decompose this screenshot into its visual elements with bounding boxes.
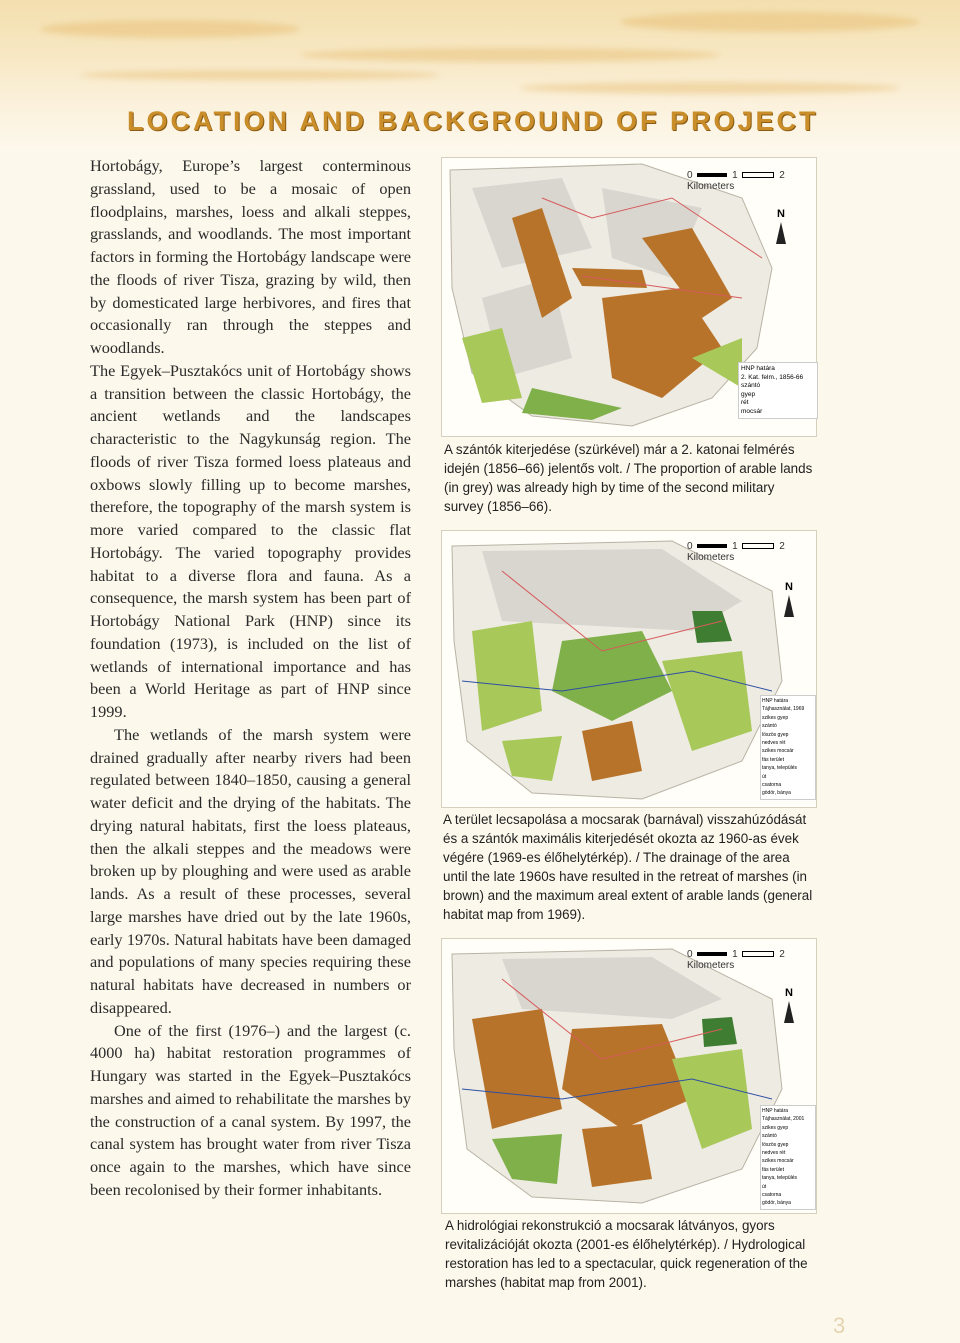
legend-item: Tájhasználat, 2001 (762, 1116, 805, 1123)
map-caption: A terület lecsapolása a mocsarak (barnával) visszahúzódását és a szántók maximális kiterjedését okozta az 1960-as évek végére (1969-es élőhelytérkép). / The drainage of the area until the late 1960s have resulted in the retreat of marshes (in brown) and the maximum areal extent of arable lands (general habitat map from 1969). (443, 812, 813, 922)
scale-label: 0 (687, 949, 693, 960)
legend-item: szántó (741, 382, 761, 389)
legend-item: nedves rét (762, 1150, 786, 1157)
legend-item: út (762, 1183, 767, 1190)
legend-item: szikes mocsár (762, 748, 794, 755)
scale-bar (687, 541, 816, 563)
legend-item: HNP határa (762, 698, 789, 704)
habitat-map-1969 (441, 530, 817, 808)
scale-label: 0 (687, 170, 693, 181)
scale-label: 2 (779, 170, 785, 181)
scale-label: 0 (687, 541, 693, 552)
legend-item: löszös gyep (762, 731, 789, 738)
legend-item: gödör, bánya (762, 790, 791, 797)
scale-label: Kilometers (687, 960, 735, 971)
legend-item: rét (741, 399, 749, 406)
scale-label: Kilometers (687, 181, 735, 192)
page-title: LOCATION AND BACKGROUND OF PROJECT (127, 106, 819, 136)
scale-bar (687, 170, 816, 192)
legend-item: nedves rét (762, 740, 786, 747)
scale-label: 2 (779, 949, 785, 960)
page-number: 3 (833, 1313, 846, 1338)
legend-item: szántó (762, 1133, 777, 1140)
legend-item: szikes mocsár (762, 1158, 794, 1165)
habitat-map-2001 (441, 938, 817, 1214)
legend-item: Tájhasználat, 1969 (762, 706, 805, 713)
legend-item: csatorna (762, 1192, 782, 1199)
map-caption: A szántók kiterjedése (szürkével) már a 2. katonai felmérés idején (1856–66) jelentős volt. / The proportion of arable lands (in grey) was already high by time of the second military survey (1856–66). (444, 442, 813, 514)
legend-item: út (762, 773, 767, 780)
scale-label: 1 (732, 949, 738, 960)
map-legend (738, 362, 818, 419)
legend-item: szikes gyep (762, 714, 789, 721)
legend-item: gyep (741, 390, 756, 398)
legend-item: szántó (762, 723, 777, 730)
legend-item: csatorna (762, 782, 782, 789)
habitat-map-1856 (441, 157, 817, 437)
scale-label: Kilometers (687, 552, 735, 563)
paragraph: Hortobágy, Europe’s largest conterminous grassland, used to be a mosaic of open floodplains, marshes, loess and alkali steppes, grasslands, and woodlands. The most important factors in forming the Hortobágy landscape were the floods of river Tisza, grazing by wild, then by domesticated large herbivores, and fires that occasionally ran through the steppes and woodlands. (90, 156, 411, 357)
north-arrow-icon: N (772, 208, 790, 244)
paragraph: The Egyek–Pusztakócs unit of Hortobágy shows a transition between the classic Hortobágy, the ancient wetlands and the landscapes characteristic to the Nagykunság region. The floods of river Tisza formed loess plateaus and oxbows slowly filling up to become marshes, therefore, the topography of the marsh system is more varied compared to the classic flat Hortobágy. The varied topography provides habitat to a diverse flora and fauna. As a consequence, the marsh system has been part of Hortobágy National Park (HNP) since its foundation (1973), is included on the list of wetlands of international importance and has been a World Heritage as part of HNP since 1999. (90, 360, 411, 721)
legend-item: löszös gyep (762, 1141, 789, 1148)
north-arrow-icon: N (780, 581, 798, 617)
map-legend (760, 1105, 816, 1210)
legend-item: fás terület (762, 1166, 784, 1173)
legend-item: tanya, település (762, 1175, 798, 1182)
map-caption: A hidrológiai rekonstrukció a mocsarak látványos, gyors revitalizációját okozta (2001-es élőhelytérkép). / Hydrological restoration has led to a spectacular, quick regeneration of the marshes (habitat map from 2001). (445, 1218, 808, 1290)
legend-item: tanya, település (762, 765, 798, 772)
paragraph: The wetlands of the marsh system were drained gradually after nearby rivers had been regulated between 1840–1850, causing a general water deficit and the drying of the habitats. The drying natural habitats, first the loess plateaus, then the alkali steppes and the meadows were broken up by ploughing and were used as arable lands. As a result of these processes, several large marshes have dried out by the late 1960s, early 1970s. Natural habitats have been damaged and populations of many species requiring these natural habitats have decreased in numbers or disappeared. (90, 724, 411, 1017)
scale-label: 2 (779, 541, 785, 552)
scale-label: 1 (732, 541, 738, 552)
paragraph: One of the first (1976–) and the largest (c. 4000 ha) habitat restoration programmes of Hungary was started in the Egyek–Pusztakócs marshes and aimed to rehabilitate the marshes by the construction of a canal system. By 1997, the canal system has brought water from river Tisza once again to the marshes, which have since been recolonised by their former inhabitants. (90, 1020, 411, 1199)
article-body (90, 155, 411, 1202)
scale-bar (687, 949, 816, 971)
legend-item: fás terület (762, 756, 784, 763)
legend-item: mocsár (741, 407, 763, 415)
legend-item: 2. Kat. felm., 1856-66 (741, 373, 804, 381)
legend-item: szikes gyep (762, 1124, 789, 1131)
legend-item: gödör, bánya (762, 1200, 791, 1207)
legend-item: HNP határa (762, 1108, 789, 1114)
legend-item: HNP határa (741, 365, 775, 372)
scale-label: 1 (732, 170, 738, 181)
map-legend (760, 695, 816, 800)
north-arrow-icon: N (780, 987, 798, 1023)
